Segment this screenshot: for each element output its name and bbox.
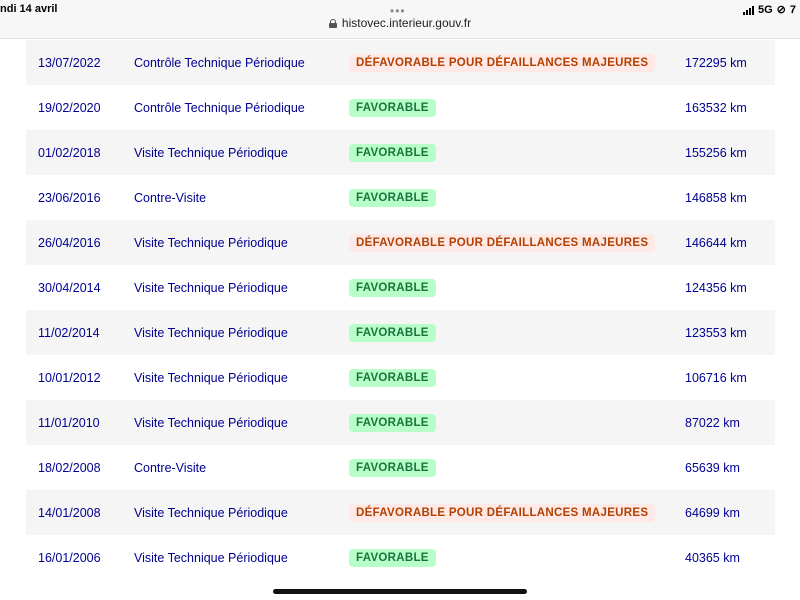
orientation-lock-icon: ⊘ [776,4,786,16]
table-row [26,490,775,535]
inspection-type: Visite Technique Périodique [134,235,288,250]
inspection-type: Visite Technique Périodique [134,325,288,340]
inspection-type: Visite Technique Périodique [134,415,288,430]
mileage: 40365 km [685,550,740,565]
address-bar[interactable] [0,16,800,30]
table-row [26,40,775,85]
inspection-date: 10/01/2012 [38,370,101,385]
table-row [26,265,775,310]
result-badge: DÉFAVORABLE POUR DÉFAILLANCES MAJEURES [349,504,655,522]
mileage: 64699 km [685,505,740,520]
table-row [26,310,775,355]
inspection-type: Visite Technique Périodique [134,145,288,160]
table-row [26,400,775,445]
mileage: 123553 km [685,325,747,340]
lock-icon [329,19,337,28]
status-date: ndi 14 avril [0,3,58,15]
inspection-type: Contrôle Technique Périodique [134,100,305,115]
mileage: 65639 km [685,460,740,475]
result-badge: FAVORABLE [349,549,436,567]
inspection-type: Visite Technique Périodique [134,280,288,295]
mileage: 155256 km [685,145,747,160]
mileage: 163532 km [685,100,747,115]
table-row [26,175,775,220]
inspection-type: Visite Technique Périodique [134,550,288,565]
result-badge: FAVORABLE [349,369,436,387]
result-badge: FAVORABLE [349,324,436,342]
mileage: 106716 km [685,370,747,385]
signal-icon [743,5,754,15]
result-badge: DÉFAVORABLE POUR DÉFAILLANCES MAJEURES [349,234,655,252]
inspection-date: 14/01/2008 [38,505,101,520]
inspection-type: Contrôle Technique Périodique [134,55,305,70]
inspection-history-table [26,40,775,580]
status-bar [0,0,800,39]
inspection-type: Visite Technique Périodique [134,370,288,385]
mileage: 146858 km [685,190,747,205]
more-dots-icon[interactable]: ••• [390,4,406,18]
result-badge: FAVORABLE [349,459,436,477]
result-badge: FAVORABLE [349,99,436,117]
mileage: 124356 km [685,280,747,295]
inspection-date: 13/07/2022 [38,55,101,70]
result-badge: FAVORABLE [349,414,436,432]
result-badge: DÉFAVORABLE POUR DÉFAILLANCES MAJEURES [349,54,655,72]
inspection-type: Contre-Visite [134,190,207,205]
result-badge: FAVORABLE [349,279,436,297]
table-row [26,355,775,400]
status-extra: 7 [789,3,796,16]
network-label: 5G [757,3,773,16]
inspection-date: 11/02/2014 [38,325,100,340]
status-indicators [743,3,796,16]
home-indicator[interactable] [273,589,527,594]
inspection-date: 19/02/2020 [38,100,101,115]
inspection-type: Visite Technique Périodique [134,505,288,520]
result-badge: FAVORABLE [349,144,436,162]
mileage: 172295 km [685,55,747,70]
table-row [26,130,775,175]
table-row [26,85,775,130]
mileage: 87022 km [685,415,740,430]
inspection-date: 11/01/2010 [38,415,100,430]
table-row [26,445,775,490]
table-row [26,220,775,265]
inspection-date: 01/02/2018 [38,145,101,160]
inspection-date: 16/01/2006 [38,550,101,565]
mileage: 146644 km [685,235,747,250]
inspection-type: Contre-Visite [134,460,207,475]
inspection-date: 26/04/2016 [38,235,101,250]
result-badge: FAVORABLE [349,189,436,207]
inspection-date: 30/04/2014 [38,280,101,295]
url-text: histovec.interieur.gouv.fr [341,16,472,30]
inspection-date: 18/02/2008 [38,460,101,475]
table-row [26,535,775,580]
inspection-date: 23/06/2016 [38,190,101,205]
